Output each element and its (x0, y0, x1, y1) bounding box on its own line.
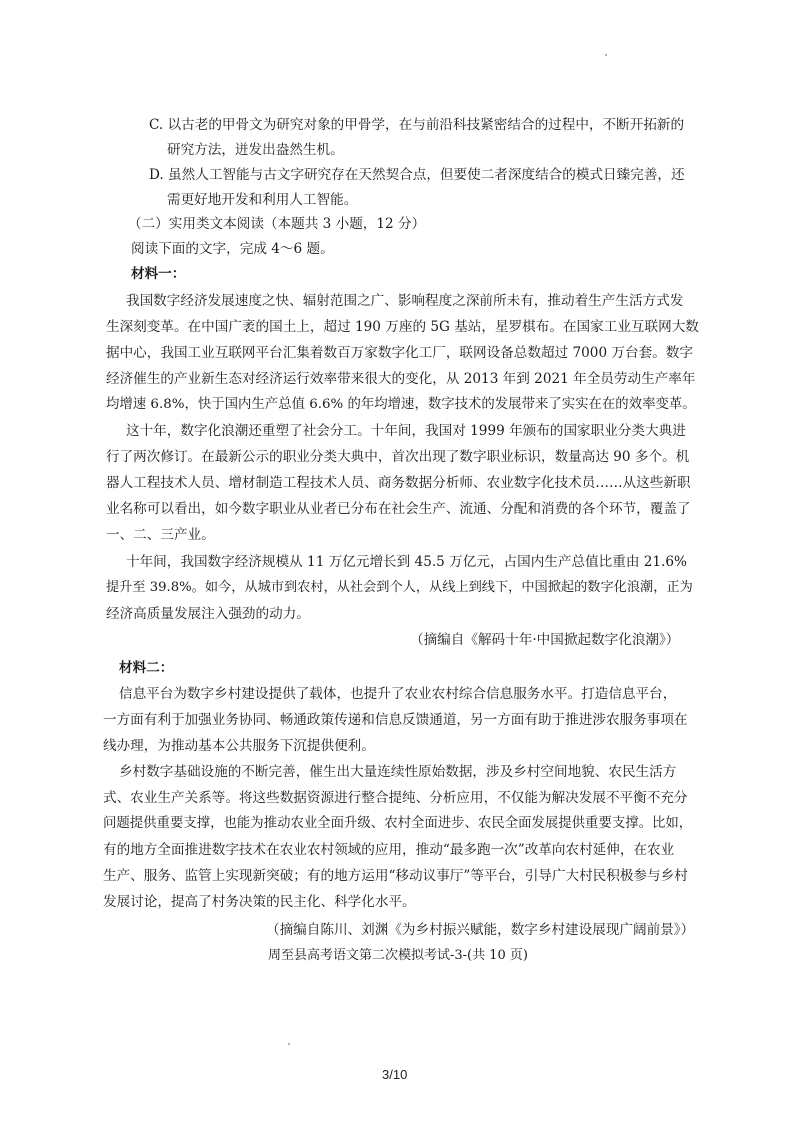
section-instruction: 阅读下面的文字，完成 4～6 题。 (131, 241, 334, 257)
material-1-p3-line: 十年间，我国数字经济规模从 11 万亿元增长到 45.5 万亿元，占国内生产总值比重由 21.6% (126, 554, 687, 570)
material-1-p2-line: 业名称可以看出，如今数字职业从业者已分布在社会生产、流通、分配和消费的各个环节，覆盖了 (106, 501, 691, 517)
option-d-line-2: 需更好地开发和利用人工智能。 (167, 192, 358, 208)
material-2-p1-line: 一方面有利于加强业务协同、畅通政策传递和信息反馈通道，另一方面有助于推进涉农服务事项在 (103, 712, 688, 728)
material-2-p2-line: 有的地方全面推进数字技术在农业农村领域的应用，推动“最多跑一次”改革向农村延伸，在农业 (103, 842, 675, 858)
material-1-label: 材料一： (131, 266, 186, 282)
material-1-p1-line: 据中心，我国工业互联网平台汇集着数百万家数字化工厂，联网设备总数超过 7000 万台套。数字 (106, 345, 693, 361)
page-indicator: 3/10 (382, 1067, 408, 1082)
material-1-p2-line: 行了两次修订。在最新公示的职业分类大典中，首次出现了数字职业标识，数量高达 90 多个。机 (106, 449, 690, 465)
material-1-p2-line: 器人工程技术人员、增材制造工程技术人员、商务数据分析师、农业数字化技术员……从这些新职 (106, 475, 691, 491)
material-1-p3-line: 提升至 39.8%。如今，从城市到农村，从社会到个人，从线上到线下，中国掀起的数字化浪潮，正为 (106, 580, 693, 595)
material-2-p2-line: 问题提供重要支撑，也能为推动农业全面升级、农村全面进步、农民全面发展提供重要支撑。比如， (103, 816, 693, 831)
material-1-p2-line: 一、二、三产业。 (106, 527, 215, 543)
material-1-p1-line: 经济催生的产业新生态对经济运行效率带来很大的变化，从 2013 年到 2021 年全员劳动生产率年 (106, 371, 696, 387)
material-2-label: 材料二： (119, 660, 174, 676)
material-2-p1-line: 信息平台为数字乡村建设提供了载体，也提升了农业农村综合信息服务水平。打造信息平台， (119, 686, 677, 702)
option-c-line-2: 研究方法，迸发出盎然生机。 (167, 142, 344, 158)
option-d-line-1: D. 虽然人工智能与古文字研究存在天然契合点，但要使二者深度结合的模式日臻完善，还 (149, 167, 685, 183)
material-2-p2-line: 式、农业生产关系等。将这些数据资源进行整合提纯、分析应用，不仅能为解决发展不平衡不充分 (103, 790, 688, 806)
material-2-p2-line: 发展讨论，提高了村务决策的民主化、科学化水平。 (103, 894, 416, 910)
material-2-source: （摘编自陈川、刘渊《为乡村振兴赋能，数字乡村建设展现广阔前景》） (266, 922, 695, 938)
material-1-p1-line: 均增速 6.8%，快于国内生产总值 6.6% 的年均增速，数字技术的发展带来了实实在在的效率变革。 (106, 397, 696, 412)
material-2-p2-line: 生产、服务、监管上实现新突破；有的地方运用“移动议事厅”等平台，引导广大村民积极参与乡村 (103, 868, 688, 884)
material-2-p2-line: 乡村数字基础设施的不断完善，催生出大量连续性原始数据，涉及乡村空间地貌、农民生活方 (119, 764, 677, 780)
page-footer: 周至县高考语文第二次模拟考试-3-(共 10 页) (268, 948, 529, 963)
material-2-p1-line: 线办理，为推动基本公共服务下沉提供便利。 (103, 738, 375, 754)
scan-speck (288, 1043, 290, 1045)
option-c-line-1: C. 以古老的甲骨文为研究对象的甲骨学，在与前沿科技紧密结合的过程中，不断开拓新的 (149, 117, 685, 133)
material-1-p3-line: 经济高质量发展注入强劲的动力。 (106, 606, 310, 622)
material-1-p1-line: 我国数字经济发展速度之快、辐射范围之广、影响程度之深前所未有，推动着生产生活方式发 (126, 293, 684, 309)
material-1-p1-line: 生深刻变革。在中国广袤的国土上，超过 190 万座的 5G 基站，星罗棋布。在国家工业互联网大数 (106, 319, 699, 335)
section-title: （二）实用类文本阅读（本题共 3 小题，12 分） (128, 216, 426, 232)
material-1-source: （摘编自《解码十年·中国掀起数字化浪潮》） (410, 632, 680, 648)
material-1-p2-line: 这十年，数字化浪潮还重塑了社会分工。十年间，我国对 1999 年颁布的国家职业分类大典进 (126, 423, 686, 439)
scan-speck (605, 54, 607, 56)
